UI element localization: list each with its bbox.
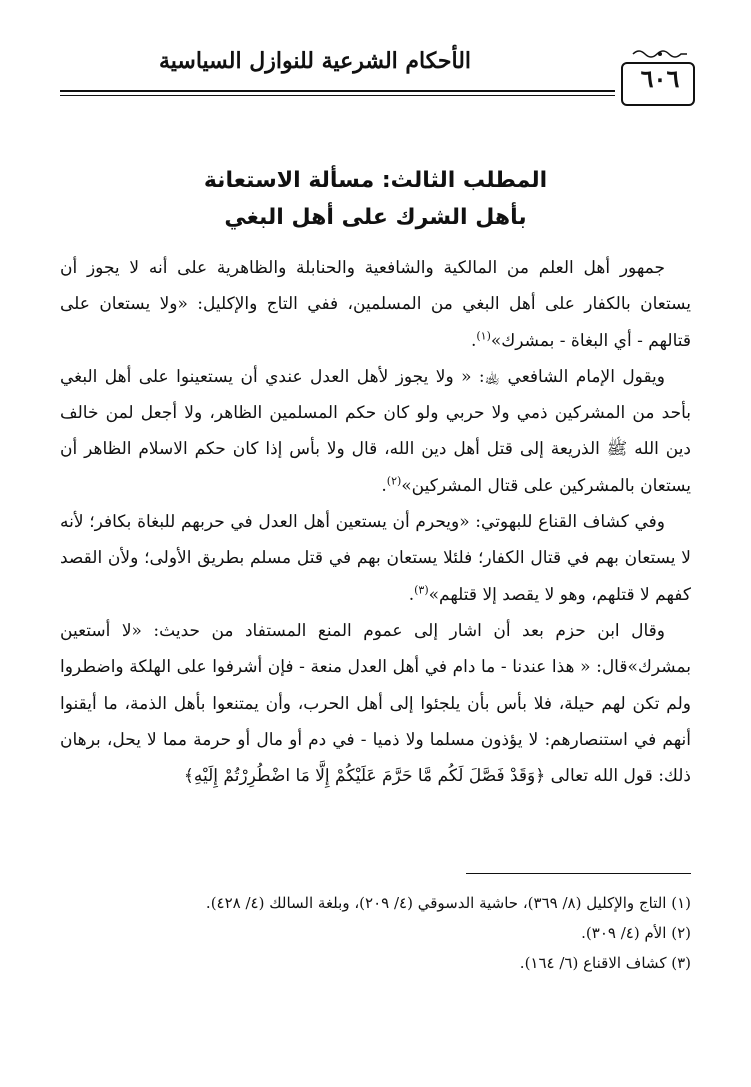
paragraph-1 (60, 250, 691, 359)
paragraph-3-text: وفي كشاف القناع للبهوتي: «ويحرم أن يستعين أهل العدل في حربهم للبغاة بكافر؛ لأنه لا يستعان بهم في قتال الكفار؛ فلئلا يستعان بهم في قتل مسلم بطريق الأولى؛ ولأن القصد كفهم لا قتلهم، وهو لا يقصد إلا قتلهم» (60, 512, 691, 605)
footnote-divider (466, 873, 691, 874)
section-heading: المطلب الثالث: مسألة الاستعانة (203, 168, 548, 193)
paragraph-4: وقال ابن حزم بعد أن اشار إلى عموم المنع المستفاد من حديث: «لا أستعين بمشرك»قال: « هذا عندنا - ما دام في أهل العدل منعة - فإن أشرفوا على الهلكة واضطروا ولم تكن لهم حيلة، فلا بأس بأن يلجئوا إلى أهل الحرب، وأن يمتنعوا بأهل الذمة، ما أيقنوا أنهم في استنصارهم: لا يؤذون مسلما ولا ذميا - في دم أو مال أو حرمة مما لا يحل، برهان ذلك: قول الله تعالى ﴿وَقَدْ فَصَّلَ لَكُم مَّا حَرَّمَ عَلَيْكُمْ إِلَّا مَا اضْطُرِرْتُمْ إِلَيْهِ﴾ (60, 620, 691, 787)
footnotes (60, 888, 691, 978)
running-title: الأحكام الشرعية للنوازل السياسية (158, 48, 472, 74)
body-text (60, 250, 691, 794)
paragraph-3 (60, 504, 691, 613)
paragraph-1-text: جمهور أهل العلم من المالكية والشافعية والحنابلة والظاهرية على أنه لا يجوز أن يستعان بالكفار على أهل البغي من المسلمين، ففي التاج والإكليل: «ولا يستعان على قتالهم - أي البغاة - بمشرك» (60, 258, 691, 351)
paragraph-1-end: . (470, 330, 477, 351)
paragraph-3-end: . (408, 584, 415, 605)
header-rule-thin (60, 95, 615, 96)
footnote-3: (٣) كشاف الاقناع (٦/ ١٦٤). (519, 954, 691, 972)
footnote-1: (١) التاج والإكليل (٨/ ٣٦٩)، حاشية الدسوقي (٤/ ٢٠٩)، وبلغة السالك (٤/ ٤٢٨). (205, 894, 691, 912)
paragraph-2-text: ويقول الإمام الشافعي ﵀: « ولا يجوز لأهل العدل عندي أن يستعينوا على أهل البغي بأحد من المشركين ذمي ولا حربي ولو كان حكم المسلمين الظاهر، ولا أجعل لمن خالف دين الله ﷺ الذريعة إلى قتل أهل دين الله، قال ولا بأس إذا كان حكم الاسلام الظاهر أن يستعان بالمشركين على قتال المشركين» (60, 366, 691, 496)
page-number: ٦٠٦ (640, 64, 680, 93)
footnote-ref-3[interactable]: (٣) (414, 583, 429, 597)
paragraph-2-end: . (381, 475, 387, 496)
footnote-ref-2[interactable]: (٢) (386, 474, 402, 488)
ornament-icon (631, 48, 689, 60)
header-rule (60, 90, 615, 92)
section-subheading: بأهل الشرك على أهل البغي (224, 205, 527, 230)
page-header (60, 42, 695, 102)
paragraph-2 (60, 359, 691, 504)
footnote-ref-1[interactable]: (١) (476, 328, 491, 342)
footnote-2: (٢) الأم (٤/ ٣٠٩). (581, 924, 691, 942)
